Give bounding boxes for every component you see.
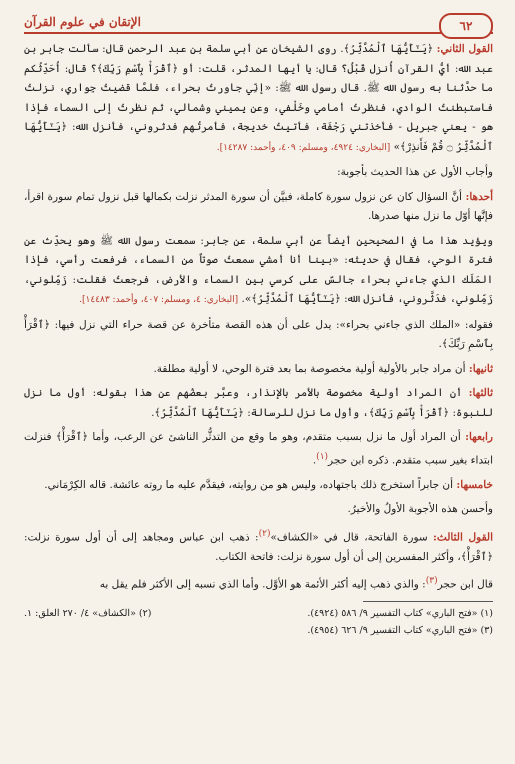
page-number: ٦٢ <box>439 13 493 39</box>
running-header <box>24 8 493 34</box>
footnote-marker[interactable]: (٣) <box>425 576 438 586</box>
paragraph-ibn-hajar <box>24 572 493 595</box>
paragraph-text: : ذهب ابن عباس ومجاهد إلى أن أول سورة نزلت: ﴿ٱقْرَأْ﴾، وأكثر المفسرين إلى أن أول سورة نزلت: فاتحة الكتاب. <box>24 531 493 563</box>
footnote-marker[interactable]: (٢) <box>258 528 271 539</box>
footnote-3: (٣) «فتح الباري» كتاب التفسير ٩/ ٦٢٦ (٤٩٥٤). <box>307 625 493 636</box>
paragraph-answer-four: رابعها: أن المراد أول ما نزل بسبب متقدم، وهو ما وقع من التدثُّر الناشئ عن الرعب، وأما ﴿ٱقْرَأْ﴾ فنزلت ابتداء بغير سبب متقدم. ذكره ابن حجر$^{(١)}$. <box>24 431 493 466</box>
footnote-row <box>24 605 493 622</box>
answer-label: خامسها: <box>456 478 493 491</box>
answer-label: أحدها: <box>465 190 493 203</box>
answer-label: ثالثها: <box>468 387 493 399</box>
answer-label: رابعها: <box>465 431 493 443</box>
footnote-2: (٢) «الكشاف» ٤/ ٢٧٠ العلق: ١. <box>24 608 152 619</box>
paragraph-text: فقوله: «الملك الذي جاءني بحراء»: يدل على أن هذه القصة متأخرة عن قصة حراء التي نزل فيها: ﴿ٱقْرَأْ بِٱسْمِ رَبِّكَ﴾. <box>24 318 493 350</box>
section-label: القول الثالث: <box>433 531 493 543</box>
paragraph-text: أن جابراً استخرج ذلك باجتهاده، وليس هو من روايته، فيقدَّم عليه ما روته عائشة. قاله الكِرْمَاني. <box>44 478 454 491</box>
paragraph-answer-five <box>24 476 493 496</box>
hadith-reference: [البخاري: ٤، ومسلم: ٤٠٧، وأحمد: ١٤٤٨٣]. <box>79 295 239 305</box>
paragraph-text: أن مراد جابر بالأولية أولية مخصوصة بما بعد فترة الوحي، لا أولية مطلقة. <box>153 362 466 375</box>
section-label: القول الثاني: <box>436 43 494 55</box>
footnote-marker[interactable]: (١) <box>316 451 329 462</box>
paragraph-text: : والذي ذهب إليه أكثر الأئمة هو الأوَّل. وأما الذي نسبه إلى الأكثر فلم يقل به <box>99 578 426 591</box>
paragraph-text: أن المراد أول ما نزل بسبب متقدم، وهو ما وقع من التدثُّر الناشئ عن الرعب، وأما ﴿ٱقْرَأْ﴾ فنزلت ابتداء بغير سبب متقدم. ذكره ابن حجر <box>24 431 493 466</box>
paragraph-second-view <box>24 40 493 158</box>
paragraph-answer-three <box>24 384 493 423</box>
paragraph-text: قال ابن حجر <box>437 578 493 591</box>
footnotes <box>24 605 493 639</box>
footnote-1: (١) «فتح الباري» كتاب التفسير ٩/ ٥٨٦ (٤٩٢٤). <box>307 608 493 619</box>
footnote-row <box>24 622 493 639</box>
paragraph-third-view <box>24 525 493 568</box>
paragraph-text: ﴿يَـٰٓأَيُّهَا ٱلْمُدَّثِّرُ﴾. روى الشيخان عن أبي سلمة بن عبد الرحمن قال: سألت جابر بن عبد الله: أيُّ القرآن أُنزل قَبْلُ؟ قال: يا أيها المدثر، قلت: أو ﴿ٱقْرَأْ بِٱسْمِ رَبِّكَ﴾؟ قال: أُحَدِّثُكم ما حدَّثنا به رسول الله ﷺ. قال رسول الله ﷺ: «إنِّي جاورتُ بحراء، فلمَّا قضيتُ جِواري، نزلتُ فاستبطنتُ الوادي، فنظرتُ أمامي وخَلْفي، وعن يميني وشمالي، ثم نظرتُ إلى السماء فإذا هو - يعني جبريل - فأخذتني رَجْفَة، فأتيتُ خديجة، فأمرتُهم فدثروني، فأنزل الله: ﴿يَـٰٓأَيُّهَا ٱلْمُدَّثِّرُ ۝ قُمْ فَأَنذِرْ﴾» <box>24 43 493 153</box>
footnote-divider <box>363 601 493 602</box>
paragraph-answers-intro: وأجاب الأول عن هذا الحديث بأجوبة: <box>337 166 493 178</box>
paragraph-text: ويؤيد هذا ما في الصحيحين أيضاً عن أبي سلمة، عن جابر: سمعت رسول الله ﷺ وهو يحدِّث عن فترة الوحي، فقال في حديثه: «بينا أنا أمشي سمعتُ صوتاً من السماء، فرفعت رأسي، فإذا المَلَك الذي جاءني بحراء جالسٌ على كرسي بين السماء والأرض، فرجعتُ فقلت: زَمِّلوني، زَمِّلوني، فدَثَّروني، فأنزل الله: ﴿يَـٰٓأَيُّهَا ٱلْمُدَّثِّرُ﴾». <box>24 234 493 305</box>
paragraph-answer-one <box>24 188 493 227</box>
paragraph-best-answers: وأحسن هذه الأجوبة الأولُ والأخيرُ. <box>347 503 493 515</box>
paragraph-text: أنَّ السؤال كان عن نزول سورة كاملة، فبيَّن أن سورة المدثر نزلت بكمالها قبل نزول تمام سورة اقرأ، فإنَّها أوّل ما نزل منها صدرها. <box>24 190 493 222</box>
paragraph-angel-quote <box>24 316 493 355</box>
book-title: الإتقان في علوم القرآن <box>24 15 141 29</box>
paragraph-answer-two <box>24 360 493 380</box>
paragraph-text: أن المراد أولية مخصوصة بالأمر بالإنذار، وعبَّر بعضُهم عن هذا بقوله: أول ما نزل للنبوة: ﴿ٱقْرَأْ بِٱسْمِ رَبِّكَ﴾، وأول ما نزل للرسالة: ﴿يَـٰٓأَيُّهَا ٱلْمُدَّثِّرُ﴾. <box>24 387 493 419</box>
hadith-reference: [البخاري: ٤٩٢٤، ومسلم: ٤٠٩، وأحمد: ١٤٢٨٧]. <box>216 142 391 153</box>
main-text <box>24 40 493 595</box>
paragraph-text: سورة الفاتحة، قال في «الكشاف» <box>270 531 428 543</box>
answer-label: ثانيها: <box>468 362 493 375</box>
paragraph-support <box>24 232 493 311</box>
